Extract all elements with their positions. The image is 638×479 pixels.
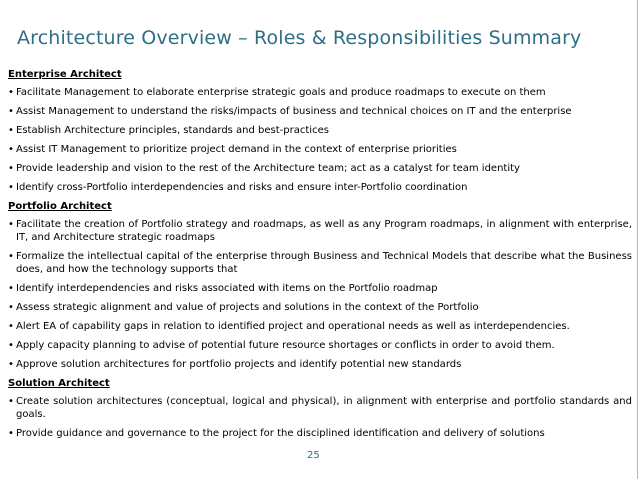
bullet-icon: • xyxy=(8,163,14,174)
slide-title: Architecture Overview – Roles & Responsibilities Summary xyxy=(17,27,582,49)
list-item xyxy=(8,181,632,194)
list-item-text: Formalize the intellectual capital of the enterprise through Business and Technical Models that describe what the Business does, and how the technology supports that xyxy=(16,251,632,275)
bullet-icon: • xyxy=(8,321,14,332)
list-item xyxy=(8,124,632,137)
list-item-text: Assist Management to understand the risks/impacts of business and technical choices on IT and the enterprise xyxy=(16,106,572,117)
bullet-icon: • xyxy=(8,219,14,230)
list-item xyxy=(8,339,632,352)
list-item xyxy=(8,427,632,440)
list-item-text: Provide guidance and governance to the project for the disciplined identification and delivery of solutions xyxy=(16,428,545,439)
section-heading: Solution Architect xyxy=(8,378,110,389)
bullet-icon: • xyxy=(8,340,14,351)
list-item-text: Facilitate Management to elaborate enterprise strategic goals and produce roadmaps to execute on them xyxy=(16,87,546,98)
list-item-text: Apply capacity planning to advise of potential future resource shortages or conflicts in order to avoid them. xyxy=(16,340,555,351)
section-heading: Enterprise Architect xyxy=(8,69,122,80)
list-item-text: Create solution architectures (conceptual, logical and physical), in alignment with enterprise and portfolio standards and goals. xyxy=(16,396,632,420)
list-item-text: Alert EA of capability gaps in relation to identified project and operational needs as well as interdependencies. xyxy=(16,321,570,332)
list-item-text: Provide leadership and vision to the rest of the Architecture team; act as a catalyst for team identity xyxy=(16,163,520,174)
bullet-list xyxy=(8,395,632,440)
bullet-icon: • xyxy=(8,396,14,407)
bullet-icon: • xyxy=(8,125,14,136)
bullet-icon: • xyxy=(8,182,14,193)
section-enterprise-architect xyxy=(8,68,632,194)
list-item xyxy=(8,143,632,156)
bullet-list xyxy=(8,218,632,371)
section-heading: Portfolio Architect xyxy=(8,201,112,212)
list-item xyxy=(8,358,632,371)
list-item-text: Assist IT Management to prioritize project demand in the context of enterprise priorities xyxy=(16,144,457,155)
bullet-icon: • xyxy=(8,106,14,117)
list-item xyxy=(8,320,632,333)
section-portfolio-architect xyxy=(8,200,632,371)
list-item xyxy=(8,86,632,99)
list-item-text: Identify interdependencies and risks associated with items on the Portfolio roadmap xyxy=(16,283,438,294)
list-item xyxy=(8,162,632,175)
bullet-icon: • xyxy=(8,302,14,313)
bullet-icon: • xyxy=(8,87,14,98)
list-item xyxy=(8,301,632,314)
list-item xyxy=(8,395,632,421)
list-item-text: Identify cross-Portfolio interdependencies and risks and ensure inter-Portfolio coordination xyxy=(16,182,468,193)
bullet-icon: • xyxy=(8,251,14,262)
bullet-list xyxy=(8,86,632,194)
page-number: 25 xyxy=(307,450,320,461)
bullet-icon: • xyxy=(8,283,14,294)
list-item-text: Approve solution architectures for portfolio projects and identify potential new standards xyxy=(16,359,462,370)
slide-content xyxy=(8,68,632,446)
list-item-text: Facilitate the creation of Portfolio strategy and roadmaps, as well as any Program roadmaps, in alignment with enterprise, IT, and Architecture strategic roadmaps xyxy=(16,219,632,243)
bullet-icon: • xyxy=(8,144,14,155)
section-solution-architect xyxy=(8,377,632,440)
bullet-icon: • xyxy=(8,428,14,439)
list-item xyxy=(8,105,632,118)
bullet-icon: • xyxy=(8,359,14,370)
list-item-text: Establish Architecture principles, standards and best-practices xyxy=(16,125,329,136)
list-item-text: Assess strategic alignment and value of projects and solutions in the context of the Portfolio xyxy=(16,302,479,313)
list-item xyxy=(8,250,632,276)
list-item xyxy=(8,218,632,244)
list-item xyxy=(8,282,632,295)
